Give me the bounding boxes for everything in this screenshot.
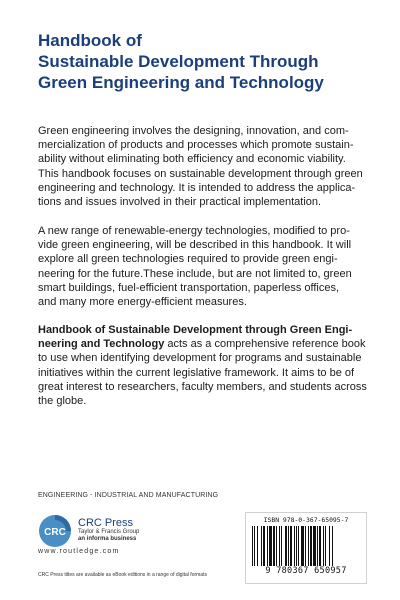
paragraph-line: tions and issues involved in their practical implementation. — [38, 196, 322, 209]
barcode-bar — [308, 526, 309, 566]
barcode-bar — [269, 526, 272, 566]
barcode-bar — [257, 526, 258, 566]
barcode-bar — [290, 526, 292, 566]
barcode-bar — [285, 526, 287, 566]
barcode-bar — [313, 526, 316, 566]
description-paragraph-1 — [38, 124, 368, 209]
paragraph-line: ability without eliminating both efficiency and economic viability. — [38, 153, 346, 166]
barcode-bar — [281, 526, 282, 566]
barcode-bar — [296, 526, 297, 566]
barcode-bar — [319, 526, 321, 566]
paragraph-line: engineering and technology. It is intended to address the applica- — [38, 181, 356, 194]
barcode-bar — [325, 526, 326, 566]
title-line-3: Green Engineering and Technology — [38, 73, 324, 92]
barcode-bar — [298, 526, 299, 566]
barcode-bar — [323, 526, 324, 566]
publisher-website: www.routledge.com — [38, 548, 120, 555]
description-paragraph-3 — [38, 323, 368, 408]
barcode-bar — [329, 526, 330, 566]
paragraph-line: mercialization of products and processes which promote sustain- — [38, 139, 354, 152]
crc-logo-icon — [38, 514, 72, 548]
paragraph-line: the globe. — [38, 395, 87, 408]
paragraph-line: A new range of renewable-energy technologies, modified to pro- — [38, 225, 350, 237]
paragraph-line: acts as a comprehensive reference book — [164, 338, 366, 351]
bold-title-line: Handbook of Sustainable Development through Green Engi- — [38, 324, 353, 336]
barcode-bar — [332, 526, 333, 566]
paragraph-line: initiatives within the current legislative framework. It aims to be of — [38, 366, 355, 379]
barcode-bar — [252, 526, 253, 566]
barcode-bar — [294, 526, 295, 566]
paragraph-line: and many more energy-efficient measures. — [38, 296, 247, 309]
barcode-bar — [276, 526, 277, 566]
barcode-bar — [310, 526, 312, 566]
barcode-bar — [263, 526, 265, 566]
paragraph-line: vide green engineering, will be described in this handbook. It will — [38, 239, 352, 252]
paragraph-line: neering for the future.These include, but are not limited to, green — [38, 267, 352, 280]
isbn-text: ISBN 978-0-367-65095-7 — [263, 516, 349, 524]
barcode-bar — [254, 526, 255, 566]
bold-title-line: neering and Technology — [38, 338, 165, 351]
book-title — [38, 30, 378, 93]
publisher-business: an informa business — [78, 536, 137, 542]
publisher-name: CRC Press — [78, 517, 134, 529]
logo-text: CRC — [44, 527, 66, 538]
paragraph-line: smart buildings, fuel-efficient transportation, paperless offices, — [38, 281, 340, 294]
paragraph-line: great interest to researchers, faculty members, and students across — [38, 380, 367, 393]
barcode-icon — [252, 526, 360, 566]
barcode-bar — [261, 526, 262, 566]
title-line-1: Handbook of — [38, 31, 142, 50]
paragraph-line: Green engineering involves the designing, innovation, and com- — [38, 125, 349, 137]
barcode-bar — [267, 526, 268, 566]
paragraph-line: explore all green technologies required to provide green engi- — [38, 253, 338, 266]
barcode-bar — [317, 526, 318, 566]
publisher-group: Taylor & Francis Group — [78, 529, 140, 535]
barcode-bar — [305, 526, 306, 566]
barcode-panel — [245, 512, 367, 584]
ebook-note: CRC Press titles are available as eBook editions in a range of digital formats — [38, 572, 207, 578]
publisher-text — [78, 517, 139, 543]
subject-category: ENGINEERING - INDUSTRIAL AND MANUFACTURING — [38, 492, 219, 499]
barcode-bar — [301, 526, 304, 566]
title-line-2: Sustainable Development Through — [38, 52, 319, 71]
paragraph-line: to use when identifying development for programs and sustainable — [38, 352, 362, 365]
paragraph-line: This handbook focuses on sustainable development through green — [38, 167, 363, 180]
barcode-bar — [288, 526, 289, 566]
barcode-digits: 9 780367 650957 — [265, 566, 347, 576]
description-paragraph-2 — [38, 224, 368, 309]
barcode-bar — [273, 526, 275, 566]
barcode-bar — [279, 526, 280, 566]
